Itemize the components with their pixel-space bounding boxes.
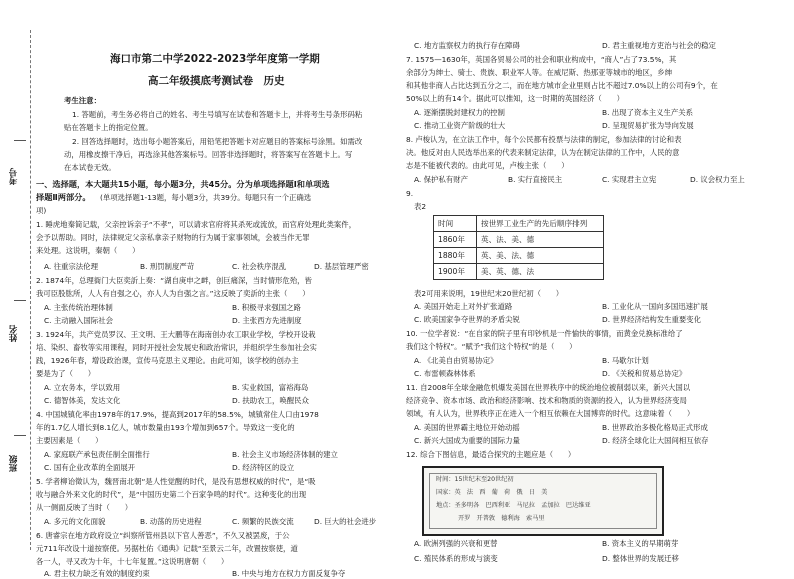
- question-text: 5. 学者柳诒徵认为，魏晋南北朝“是人性觉醒的时代，是没有思想权威的时代”，是“吸: [36, 477, 316, 486]
- table-row: [434, 232, 604, 248]
- option[interactable]: A. 逐渐摆脱封建权力的控制: [414, 108, 505, 117]
- question-text: 领域，有人认为，世界秩序正在进入一个相互依赖在大国博弈的时代。这意味着（ ）: [406, 409, 695, 418]
- option[interactable]: C. 实现君主立宪: [602, 175, 657, 184]
- question-text: 8. 卢梭认为，在立法工作中，每个公民都有投票与法律的制定，参加法律的讨论和表: [406, 135, 682, 144]
- question-text: 主要因素是（ ）: [36, 436, 103, 445]
- figure-12-line: 地点：圣多明各 巴西利亚 马尼拉 孟加拉 巴达维亚: [436, 502, 591, 509]
- option[interactable]: C. 新兴大国成为重要的国际力量: [414, 436, 520, 445]
- option[interactable]: D. 世界经济结构发生重要变化: [602, 315, 702, 324]
- option[interactable]: C. 地方监察权力的执行存在障碍: [414, 41, 520, 50]
- table-cell: 1880年: [434, 248, 477, 264]
- question-text: 11. 自2008年全球金融危机爆发美国在世界秩序中的统治地位被削弱以来，新兴大国以: [406, 383, 691, 392]
- question-text: 要是为了（ ）: [36, 369, 96, 378]
- table-row: [434, 248, 604, 264]
- option[interactable]: A. 美国开始走上对外扩张道路: [414, 302, 513, 311]
- option[interactable]: B. 积极寻求强国之路: [232, 303, 301, 312]
- kaohao-blank: [14, 140, 26, 141]
- binding-line: [30, 30, 31, 550]
- table-header-cell: 时间: [434, 216, 477, 232]
- option[interactable]: C. 主动融入国际社会: [44, 316, 113, 325]
- option[interactable]: B. 社会主义市场经济体制的建立: [232, 450, 338, 459]
- table-caption: 表2: [414, 202, 427, 211]
- option[interactable]: D. 扶助农工，唤醒民众: [232, 396, 309, 405]
- option[interactable]: D. 基层管理严密: [314, 262, 369, 271]
- exam-title: 高二年级摸底考测试卷 历史: [148, 75, 285, 87]
- question-text: 会予以帮助。同时，法律规定父亲私拿亲子财物的行为属于家事领域，会被当作无罪: [36, 233, 310, 242]
- notice-line: 贴在答题卡上的指定位置。: [64, 123, 153, 132]
- question-text: 我们这个特权”。“赋予”我们这个特权”的是（ ）: [406, 342, 577, 351]
- kaohao-label: 考号: [9, 168, 19, 185]
- figure-12: [422, 466, 664, 536]
- option[interactable]: D. 《关税和贸易总协定》: [602, 369, 687, 378]
- question-text: 元711年改设十道按察使。另据杜佑《通典》记载“至景云二年，改置按察使，道: [36, 544, 298, 553]
- notice-line: 2. 回答选择题时，选出每小题答案后，用铅笔把答题卡对应题目的答案标号涂黑。如需改: [72, 137, 363, 146]
- question-text: 收与融合外来文化的时代”，是“中国历史第二个百家争鸣的时代”。这种变化的出现: [36, 490, 307, 499]
- question-text: 培、染织、畜牧等实用课程，同时开授社会发展史和政治常识，并组织学生参加社会实: [36, 343, 317, 352]
- option[interactable]: D. 呈现贸易扩张为导向发展: [602, 121, 694, 130]
- option[interactable]: A. 美国的世界霸主地位开始动摇: [414, 423, 520, 432]
- option[interactable]: C. 推动工业资产阶级的壮大: [414, 121, 506, 130]
- table-cell: 英、法、美、德: [477, 232, 604, 248]
- option[interactable]: A. 主张传统治理体制: [44, 303, 113, 312]
- option[interactable]: B. 实业救国，富裕海岛: [232, 383, 309, 392]
- question-text: 我可臣股肱所，人人有自强之心，亦人人为自强之言。”这反映了奕訢的主张（ ）: [36, 289, 310, 298]
- question-text: 10. 一位学者说：“在自家的院子里有印钞机是一件愉快的事情，而黄金兑换标准给了: [406, 329, 683, 338]
- question-text: 年的1.7亿人增长到8.1亿人，城市数量由193个增加到657个。导致这一变化的: [36, 423, 295, 432]
- question-text: 从一侧面反映了当时（ ）: [36, 503, 133, 512]
- option[interactable]: C. 国有企业改革的全面展开: [44, 463, 136, 472]
- question-text: 决。他反对由人民选举出来的代表来制定法律，认为在制定法律的工作中，人民的意: [406, 148, 680, 157]
- notice-line: 动，用橡皮擦干净后，再选涂其他答案标号。回答非选择题时，将答案写在答题卡上。写: [64, 150, 353, 159]
- question-text: 3. 1924年，共产党员罗汉、王文明、王大鹏等在海南创办农工职业学校，学校开设栽: [36, 330, 316, 339]
- option[interactable]: A. 多元的文化面貌: [44, 517, 106, 526]
- question-number: 9.: [406, 189, 414, 198]
- option[interactable]: C. 欧美国家争夺世界的矛盾尖锐: [414, 315, 520, 324]
- option[interactable]: B. 工业化从一国向多国迅速扩展: [602, 302, 708, 311]
- question-text: 50%以上的有14个。据此可以推知，这一时期的英国经济（ ）: [406, 94, 624, 103]
- option[interactable]: B. 出现了资本主义生产关系: [602, 108, 694, 117]
- question-text: 志是不能被代表的。由此可见，卢梭主张（ ）: [406, 161, 569, 170]
- question-text: 余部分为绅士、骑士、贵族、职业军人等。在威尼斯、热那亚等城市的地区，乡绅: [406, 68, 673, 77]
- option[interactable]: A. 君主权力缺乏有效的制度约束: [44, 569, 150, 578]
- question-text: 6. 唐睿宗在地方政府设立“纠察所管州县以下官人善恶”，不久又被罢废，于公: [36, 531, 290, 540]
- notice-line: 在本试卷无效。: [64, 163, 116, 172]
- option[interactable]: A. 保护私有财产: [414, 175, 468, 184]
- question-text: 表2可用来说明，19世纪末20世纪初（ ）: [414, 289, 564, 298]
- option[interactable]: D. 议会权力至上: [690, 175, 745, 184]
- notice-line: 1. 答题前，考生务必将自己的姓名、考生号填写在试卷和答题卡上，并将考生号条形码粘: [72, 110, 363, 119]
- banji-blank: [14, 435, 26, 436]
- question-text: 和其他非商人占比达到五分之二，而在地方城市企业里则占比不超过7.0%以上的公司有9个，在: [406, 81, 718, 90]
- question-text: 2. 1874年，总理衙门大臣奕訢上奏：“湖自庚申之衅，创巨痛深，当时情形危殆，皆: [36, 276, 312, 285]
- question-text: 4. 中国城镇化率由1978年的17.9%，提高到2017年的58.5%，城镇常住人口由1978: [36, 410, 319, 419]
- question-text: 7. 1575—1630年，英国各贸易公司的社会和职业构成中，“商人”占了73.5%，其: [406, 55, 677, 64]
- table-header-cell: 按世界工业生产的先后顺序排列: [477, 216, 604, 232]
- figure-12-line: 时间：15世纪末至20世纪初: [436, 476, 514, 483]
- option[interactable]: D. 君主重视地方吏治与社会的稳定: [602, 41, 716, 50]
- option[interactable]: A. 《北美自由贸易协定》: [414, 356, 498, 365]
- banji-label: 班级: [9, 455, 19, 472]
- option[interactable]: D. 经济特区的设立: [232, 463, 295, 472]
- option[interactable]: A. 往重宗法伦理: [44, 262, 98, 271]
- table-cell: 英、美、法、德: [477, 248, 604, 264]
- section-subheading: (单项选择题1-13题，每小题3分，共39分。每题只有一个正确选: [100, 193, 312, 202]
- section-subheading: 项): [36, 206, 47, 215]
- option[interactable]: C. 布雷顿森林体系: [414, 369, 476, 378]
- notice-title: 考生注意：: [64, 96, 101, 105]
- option[interactable]: D. 经济全球化让大国间相互依存: [602, 436, 709, 445]
- table-row: [434, 264, 604, 280]
- question-text: 12. 综合下图信息，最适合探究的主题应是（ ）: [406, 450, 576, 459]
- question-text: 各一人，寻又改为十年，十七年复置。”这说明唐朝（ ）: [36, 557, 229, 566]
- option[interactable]: B. 世界政治多极化格局正式形成: [602, 423, 708, 432]
- table-cell: 美、英、德、法: [477, 264, 604, 280]
- option[interactable]: B. 动荡的历史进程: [140, 517, 202, 526]
- question-text: 1. 睡虎地秦简记载，父亲控诉亲子“不孝”，可以请求官府将其杀死或流放，而官府处理此类案件，: [36, 220, 357, 229]
- question-text: 来处理。这说明，秦朝（ ）: [36, 246, 140, 255]
- xingming-blank: [14, 300, 26, 301]
- xingming-label: 姓名: [9, 325, 19, 342]
- option[interactable]: B. 实行直接民主: [508, 175, 563, 184]
- option[interactable]: D. 巨大的社会进步: [314, 517, 377, 526]
- option[interactable]: A. 欧洲列强的兴衰和更替: [414, 539, 498, 548]
- option[interactable]: D. 整体世界的发展迁移: [602, 554, 679, 563]
- option[interactable]: D. 主张西方先进制度: [232, 316, 302, 325]
- table-2: [433, 215, 604, 280]
- option[interactable]: B. 刑罚制度严苛: [140, 262, 195, 271]
- option[interactable]: A. 立农务本，学以致用: [44, 383, 121, 392]
- question-text: 践，1926年春，增设政治课，宣传马克思主义理论。由此可知，该学校的创办主: [36, 356, 299, 365]
- figure-12-line: 开罗 开普敦 德利海 索马里: [458, 515, 545, 522]
- section-heading: 择题Ⅱ两部分。: [36, 192, 91, 202]
- option[interactable]: B. 资本主义的早期萌芽: [602, 539, 679, 548]
- table-header-row: [434, 216, 604, 232]
- question-text: 经济竞争、资本市场、政治和经济影响、技术和物质的资源的投入，认为世界经济变局: [406, 396, 687, 405]
- table-cell: 1860年: [434, 232, 477, 248]
- option[interactable]: A. 家庭联产承包责任制全面推行: [44, 450, 150, 459]
- option[interactable]: C. 频繁的民族交流: [232, 517, 294, 526]
- section-heading: 一、选择题，本大题共15小题，每小题3分，共45分。分为单项选择题Ⅰ和单项选: [36, 179, 330, 189]
- school-title: 海口市第二中学2022-2023学年度第一学期: [110, 53, 320, 65]
- option[interactable]: C. 社会秩序混乱: [232, 262, 287, 271]
- figure-12-line: 国家：英 法 西 葡 荷 俄 日 美: [436, 489, 548, 496]
- option[interactable]: C. 殖民体系的形成与演变: [414, 554, 498, 563]
- option[interactable]: C. 德智体美，发达文化: [44, 396, 121, 405]
- option[interactable]: B. 中央与地方在权力方面反复争夺: [232, 569, 346, 578]
- option[interactable]: B. 马歇尔计划: [602, 356, 649, 365]
- table-cell: 1900年: [434, 264, 477, 280]
